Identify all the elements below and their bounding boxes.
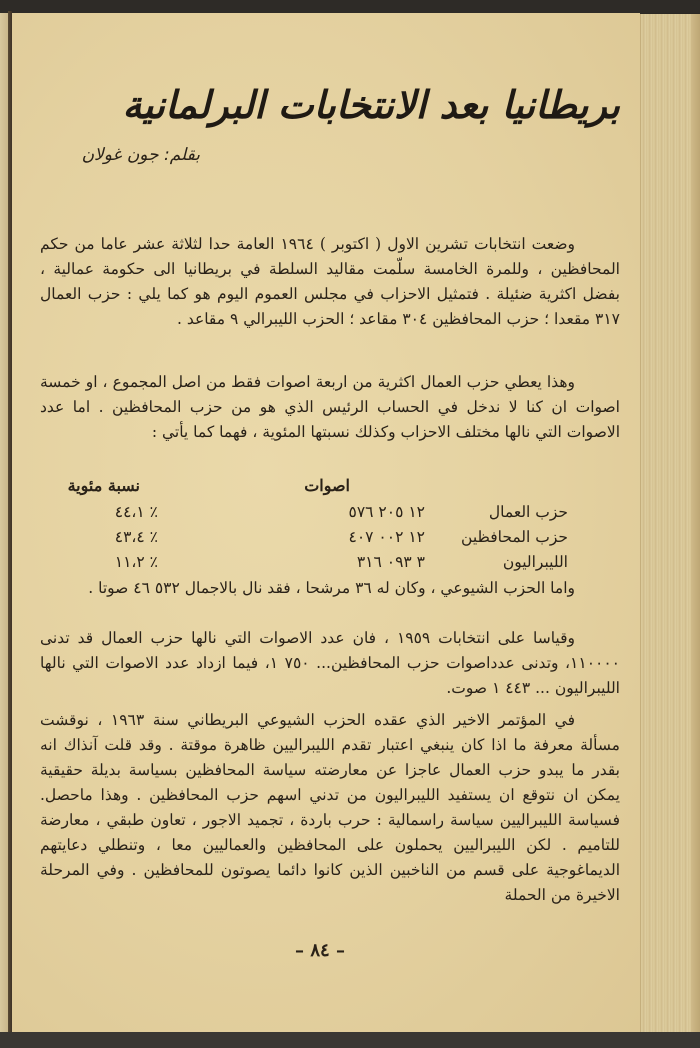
article-byline: بقلم: جون غولان — [81, 145, 200, 165]
table-row — [40, 503, 620, 528]
article-title: بريطانيا بعد الانتخابات البرلمانية — [122, 82, 620, 127]
facing-page-edge — [0, 13, 8, 1033]
party-percent: ٪ ٤٣،٤ — [114, 528, 158, 546]
page-block-edges — [640, 14, 700, 1032]
scan-top-border — [0, 0, 700, 13]
party-name: الليبراليون — [502, 553, 568, 571]
party-votes: ٣ ٠٩٣ ٣١٦ — [356, 553, 425, 571]
party-votes: ١٢ ٢٠٥ ٥٧٦ — [348, 503, 425, 521]
header-votes: اصوات — [304, 476, 350, 495]
party-name: حزب المحافظين — [461, 528, 568, 546]
party-name: حزب العمال — [488, 503, 568, 521]
scan-bottom-border — [0, 1032, 700, 1048]
header-percent: نسبة مئوية — [67, 476, 140, 495]
paragraph-communist: واما الحزب الشيوعي ، وكان له ٣٦ مرشحا ، فقد نال بالاجمال ٥٣٢ ٤٦ صوتا . — [88, 579, 575, 597]
page-number: – ٨٤ – — [295, 940, 345, 961]
paragraph-majority: وهذا يعطي حزب العمال اكثرية من اربعة اصوات فقط من اصل المجموع ، او خمسة اصوات ان كنا لا ندخل في الحساب الرئيس الذي هو من حزب المحافظين . اما عدد الاصوات التي نالها مختلف الاحزاب وكذلك نسبتها المئوية ، فهما كما يأتي : — [40, 373, 620, 441]
results-table-header — [40, 476, 620, 502]
table-row — [40, 528, 620, 553]
party-votes: ١٢ ٠٠٢ ٤٠٧ — [348, 528, 425, 546]
paragraph-1959-comparison: وقياسا على انتخابات ١٩٥٩ ، فان عدد الاصوات التي نالها حزب العمال قد تدنى ١١٠٠٠٠، وتدنى عدداصوات حزب المحافظين... ٧٥٠ ١، فيما ازداد عدد الاصوات التي نالها الليبراليون ... ٤٤٣ ١ صوت. — [40, 629, 620, 697]
paragraph-intro: وضعت انتخابات تشرين الاول ( اكتوبر ) ١٩٦٤ العامة حدا لثلاثة عشر عاما من حكم المحافظين ، وللمرة الخامسة سلّمت مقاليد السلطة في بريطانيا الى حكومة عمالية ، بفضل اكثرية ضئيلة . فتمثيل الاحزاب في مجلس العموم اليوم هو كما يلي : حزب العمال ٣١٧ مقعدا ؛ حزب المحافظين ٣٠٤ مقاعد ؛ الحزب الليبرالي ٩ مقاعد . — [40, 235, 620, 328]
paragraph-congress: في المؤتمر الاخير الذي عقده الحزب الشيوعي البريطاني سنة ١٩٦٣ ، نوقشت مسألة معرفة ما اذا كان ينبغي اعتبار تقدم الليبراليين ظاهرة موقتة . وقد قلت آنذاك انه بقدر ما يبدو حزب العمال عاجزا عن معارضته سياسة المحافظين بسياسة بديلة حقيقية يمكن ان نتوقع ان يستفيد الليبراليون من تدني اسهم حزب المحافظين . وهذا ماحصل. فسياسة الليبراليين سياسة راسمالية : حرب باردة ، تجميد الاجور ، تعاون طبقي ، معارضة للتاميم . لكن الليبراليين يحملون على المحافظين والعماليين معا ، وتنطلي دعايتهم الديماغوجية على قسم من الناخبين الذين كانوا دائما يصوتون للمحافظين . وفي المرحلة الاخيرة من الحملة — [40, 711, 620, 904]
party-percent: ٪ ١١،٢ — [114, 553, 158, 571]
party-percent: ٪ ٤٤،١ — [114, 503, 158, 521]
table-row — [40, 553, 620, 578]
